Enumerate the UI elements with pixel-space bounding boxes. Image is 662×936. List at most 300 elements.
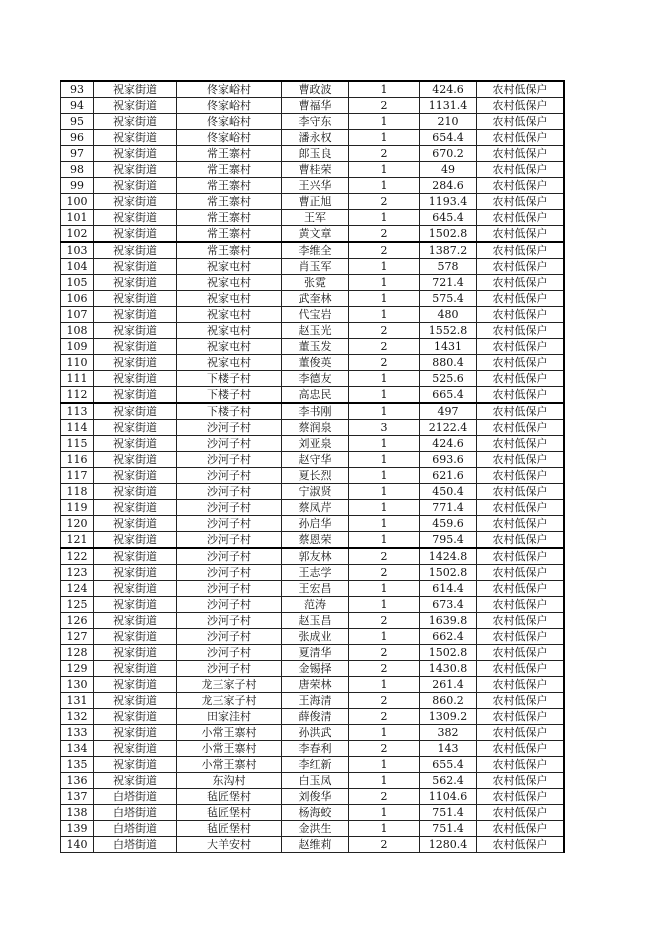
amount-cell: 693.6 — [420, 452, 477, 468]
amount-cell: 1502.8 — [420, 645, 477, 661]
table-row — [61, 709, 565, 725]
name-cell: 李守东 — [282, 114, 349, 130]
amount-cell: 673.4 — [420, 597, 477, 613]
table-row — [61, 516, 565, 532]
name-cell: 曹政波 — [282, 81, 349, 98]
village-cell: 毡匠堡村 — [177, 789, 282, 805]
village-cell: 毡匠堡村 — [177, 805, 282, 821]
household-size-cell: 2 — [349, 323, 420, 339]
name-cell: 曹福华 — [282, 98, 349, 114]
row-number-cell: 125 — [61, 597, 94, 613]
subdistrict-cell: 祝家街道 — [94, 725, 177, 741]
subdistrict-cell: 祝家街道 — [94, 597, 177, 613]
household-size-cell: 1 — [349, 484, 420, 500]
subdistrict-cell: 祝家街道 — [94, 581, 177, 597]
table-row — [61, 757, 565, 773]
amount-cell: 751.4 — [420, 821, 477, 837]
household-size-cell: 1 — [349, 500, 420, 516]
row-number-cell: 103 — [61, 242, 94, 259]
name-cell: 潘永权 — [282, 130, 349, 146]
name-cell: 杨海蛟 — [282, 805, 349, 821]
amount-cell: 721.4 — [420, 275, 477, 291]
amount-cell: 1502.8 — [420, 565, 477, 581]
category-cell: 农村低保户 — [477, 403, 565, 420]
row-number-cell: 126 — [61, 613, 94, 629]
row-number-cell: 123 — [61, 565, 94, 581]
subdistrict-cell: 祝家街道 — [94, 661, 177, 677]
row-number-cell: 111 — [61, 371, 94, 387]
name-cell: 王兴华 — [282, 178, 349, 194]
category-cell: 农村低保户 — [477, 805, 565, 821]
subdistrict-cell: 祝家街道 — [94, 339, 177, 355]
village-cell: 常王寨村 — [177, 194, 282, 210]
subdistrict-cell: 白塔街道 — [94, 821, 177, 837]
household-size-cell: 2 — [349, 565, 420, 581]
village-cell: 祝家屯村 — [177, 275, 282, 291]
table-row — [61, 275, 565, 291]
category-cell: 农村低保户 — [477, 757, 565, 773]
name-cell: 范涛 — [282, 597, 349, 613]
category-cell: 农村低保户 — [477, 452, 565, 468]
name-cell: 郎玉良 — [282, 146, 349, 162]
row-number-cell: 131 — [61, 693, 94, 709]
category-cell: 农村低保户 — [477, 194, 565, 210]
village-cell: 佟家峪村 — [177, 98, 282, 114]
row-number-cell: 138 — [61, 805, 94, 821]
amount-cell: 284.6 — [420, 178, 477, 194]
household-size-cell: 1 — [349, 275, 420, 291]
village-cell: 祝家屯村 — [177, 291, 282, 307]
category-cell: 农村低保户 — [477, 565, 565, 581]
row-number-cell: 101 — [61, 210, 94, 226]
name-cell: 蔡恩荣 — [282, 532, 349, 549]
category-cell: 农村低保户 — [477, 387, 565, 404]
subdistrict-cell: 祝家街道 — [94, 355, 177, 371]
row-number-cell: 116 — [61, 452, 94, 468]
name-cell: 代宝岩 — [282, 307, 349, 323]
name-cell: 薛俊清 — [282, 709, 349, 725]
amount-cell: 665.4 — [420, 387, 477, 404]
category-cell: 农村低保户 — [477, 468, 565, 484]
table-row — [61, 242, 565, 259]
category-cell: 农村低保户 — [477, 226, 565, 243]
village-cell: 常王寨村 — [177, 146, 282, 162]
category-cell: 农村低保户 — [477, 645, 565, 661]
village-cell: 小常王寨村 — [177, 741, 282, 757]
table-row — [61, 226, 565, 243]
row-number-cell: 128 — [61, 645, 94, 661]
amount-cell: 562.4 — [420, 773, 477, 789]
category-cell: 农村低保户 — [477, 693, 565, 709]
subdistrict-cell: 白塔街道 — [94, 789, 177, 805]
row-number-cell: 108 — [61, 323, 94, 339]
household-size-cell: 1 — [349, 468, 420, 484]
table-row — [61, 773, 565, 789]
table-row — [61, 500, 565, 516]
table-row — [61, 130, 565, 146]
table-row — [61, 355, 565, 371]
row-number-cell: 98 — [61, 162, 94, 178]
subdistrict-cell: 祝家街道 — [94, 242, 177, 259]
household-size-cell: 1 — [349, 629, 420, 645]
subdistrict-cell: 祝家街道 — [94, 371, 177, 387]
subdistrict-cell: 祝家街道 — [94, 500, 177, 516]
household-size-cell: 1 — [349, 307, 420, 323]
household-size-cell: 2 — [349, 709, 420, 725]
name-cell: 刘亚泉 — [282, 436, 349, 452]
amount-cell: 614.4 — [420, 581, 477, 597]
household-size-cell: 2 — [349, 837, 420, 853]
household-size-cell: 1 — [349, 581, 420, 597]
village-cell: 沙河子村 — [177, 661, 282, 677]
household-size-cell: 1 — [349, 516, 420, 532]
amount-cell: 621.6 — [420, 468, 477, 484]
village-cell: 沙河子村 — [177, 645, 282, 661]
household-size-cell: 1 — [349, 210, 420, 226]
household-size-cell: 1 — [349, 725, 420, 741]
row-number-cell: 114 — [61, 420, 94, 436]
table-row — [61, 645, 565, 661]
subdistrict-cell: 祝家街道 — [94, 516, 177, 532]
name-cell: 张成业 — [282, 629, 349, 645]
name-cell: 金洪生 — [282, 821, 349, 837]
subdistrict-cell: 祝家街道 — [94, 548, 177, 565]
village-cell: 沙河子村 — [177, 532, 282, 549]
household-size-cell: 1 — [349, 114, 420, 130]
amount-cell: 662.4 — [420, 629, 477, 645]
row-number-cell: 110 — [61, 355, 94, 371]
name-cell: 夏长烈 — [282, 468, 349, 484]
amount-cell: 459.6 — [420, 516, 477, 532]
subdistrict-cell: 祝家街道 — [94, 645, 177, 661]
amount-cell: 655.4 — [420, 757, 477, 773]
amount-cell: 751.4 — [420, 805, 477, 821]
category-cell: 农村低保户 — [477, 709, 565, 725]
row-number-cell: 100 — [61, 194, 94, 210]
household-size-cell: 2 — [349, 242, 420, 259]
table-row — [61, 741, 565, 757]
village-cell: 常王寨村 — [177, 242, 282, 259]
table-row — [61, 210, 565, 226]
village-cell: 大羊安村 — [177, 837, 282, 853]
table-row — [61, 789, 565, 805]
village-cell: 龙三家子村 — [177, 677, 282, 693]
amount-cell: 2122.4 — [420, 420, 477, 436]
row-number-cell: 117 — [61, 468, 94, 484]
table-row — [61, 629, 565, 645]
village-cell: 常王寨村 — [177, 162, 282, 178]
household-size-cell: 1 — [349, 773, 420, 789]
name-cell: 黄文章 — [282, 226, 349, 243]
household-size-cell: 2 — [349, 98, 420, 114]
subdistrict-cell: 祝家街道 — [94, 403, 177, 420]
table-row — [61, 452, 565, 468]
household-size-cell: 1 — [349, 371, 420, 387]
village-cell: 沙河子村 — [177, 613, 282, 629]
amount-cell: 49 — [420, 162, 477, 178]
table-row — [61, 805, 565, 821]
amount-cell: 1280.4 — [420, 837, 477, 853]
subdistrict-cell: 白塔街道 — [94, 805, 177, 821]
household-size-cell: 3 — [349, 420, 420, 436]
village-cell: 小常王寨村 — [177, 757, 282, 773]
subdistrict-cell: 祝家街道 — [94, 226, 177, 243]
category-cell: 农村低保户 — [477, 81, 565, 98]
table-body — [61, 81, 565, 853]
amount-cell: 1552.8 — [420, 323, 477, 339]
name-cell: 王军 — [282, 210, 349, 226]
amount-cell: 480 — [420, 307, 477, 323]
table-row — [61, 661, 565, 677]
category-cell: 农村低保户 — [477, 677, 565, 693]
table-row — [61, 259, 565, 275]
name-cell: 刘俊华 — [282, 789, 349, 805]
table-row — [61, 146, 565, 162]
village-cell: 沙河子村 — [177, 548, 282, 565]
row-number-cell: 106 — [61, 291, 94, 307]
name-cell: 李春利 — [282, 741, 349, 757]
amount-cell: 645.4 — [420, 210, 477, 226]
category-cell: 农村低保户 — [477, 275, 565, 291]
category-cell: 农村低保户 — [477, 548, 565, 565]
category-cell: 农村低保户 — [477, 178, 565, 194]
village-cell: 沙河子村 — [177, 516, 282, 532]
category-cell: 农村低保户 — [477, 821, 565, 837]
row-number-cell: 135 — [61, 757, 94, 773]
table-row — [61, 387, 565, 404]
subdistrict-cell: 祝家街道 — [94, 709, 177, 725]
category-cell: 农村低保户 — [477, 291, 565, 307]
category-cell: 农村低保户 — [477, 242, 565, 259]
amount-cell: 1387.2 — [420, 242, 477, 259]
amount-cell: 1424.8 — [420, 548, 477, 565]
table-row — [61, 693, 565, 709]
village-cell: 东沟村 — [177, 773, 282, 789]
household-size-cell: 2 — [349, 339, 420, 355]
category-cell: 农村低保户 — [477, 613, 565, 629]
amount-cell: 424.6 — [420, 436, 477, 452]
category-cell: 农村低保户 — [477, 114, 565, 130]
table-row — [61, 194, 565, 210]
row-number-cell: 121 — [61, 532, 94, 549]
name-cell: 张霓 — [282, 275, 349, 291]
table-row — [61, 339, 565, 355]
village-cell: 沙河子村 — [177, 581, 282, 597]
row-number-cell: 115 — [61, 436, 94, 452]
household-size-cell: 2 — [349, 226, 420, 243]
household-size-cell: 1 — [349, 677, 420, 693]
name-cell: 肖玉军 — [282, 259, 349, 275]
table-row — [61, 565, 565, 581]
category-cell: 农村低保户 — [477, 597, 565, 613]
name-cell: 蔡凤芹 — [282, 500, 349, 516]
subdistrict-cell: 祝家街道 — [94, 98, 177, 114]
table-row — [61, 468, 565, 484]
row-number-cell: 129 — [61, 661, 94, 677]
subdistrict-cell: 祝家街道 — [94, 291, 177, 307]
name-cell: 孙洪武 — [282, 725, 349, 741]
amount-cell: 880.4 — [420, 355, 477, 371]
amount-cell: 424.6 — [420, 81, 477, 98]
subdistrict-cell: 祝家街道 — [94, 613, 177, 629]
village-cell: 沙河子村 — [177, 597, 282, 613]
subdistrict-cell: 祝家街道 — [94, 773, 177, 789]
category-cell: 农村低保户 — [477, 532, 565, 549]
category-cell: 农村低保户 — [477, 773, 565, 789]
village-cell: 沙河子村 — [177, 452, 282, 468]
amount-cell: 1430.8 — [420, 661, 477, 677]
row-number-cell: 107 — [61, 307, 94, 323]
name-cell: 曹桂荣 — [282, 162, 349, 178]
category-cell: 农村低保户 — [477, 581, 565, 597]
subdistrict-cell: 祝家街道 — [94, 532, 177, 549]
household-size-cell: 1 — [349, 757, 420, 773]
amount-cell: 860.2 — [420, 693, 477, 709]
amount-cell: 575.4 — [420, 291, 477, 307]
name-cell: 宁淑贤 — [282, 484, 349, 500]
name-cell: 李德友 — [282, 371, 349, 387]
table-row — [61, 837, 565, 853]
row-number-cell: 93 — [61, 81, 94, 98]
household-size-cell: 2 — [349, 741, 420, 757]
amount-cell: 210 — [420, 114, 477, 130]
name-cell: 白玉凤 — [282, 773, 349, 789]
subdistrict-cell: 祝家街道 — [94, 436, 177, 452]
name-cell: 郭友林 — [282, 548, 349, 565]
subdistrict-cell: 祝家街道 — [94, 693, 177, 709]
row-number-cell: 97 — [61, 146, 94, 162]
subdistrict-cell: 祝家街道 — [94, 146, 177, 162]
row-number-cell: 95 — [61, 114, 94, 130]
table-row — [61, 532, 565, 549]
subdistrict-cell: 祝家街道 — [94, 210, 177, 226]
category-cell: 农村低保户 — [477, 629, 565, 645]
village-cell: 沙河子村 — [177, 436, 282, 452]
name-cell: 李书刚 — [282, 403, 349, 420]
name-cell: 唐荣林 — [282, 677, 349, 693]
table-row — [61, 403, 565, 420]
table-row — [61, 98, 565, 114]
table-row — [61, 323, 565, 339]
amount-cell: 1104.6 — [420, 789, 477, 805]
household-size-cell: 1 — [349, 597, 420, 613]
row-number-cell: 127 — [61, 629, 94, 645]
category-cell: 农村低保户 — [477, 323, 565, 339]
category-cell: 农村低保户 — [477, 725, 565, 741]
village-cell: 佟家峪村 — [177, 114, 282, 130]
village-cell: 祝家屯村 — [177, 339, 282, 355]
table-row — [61, 162, 565, 178]
table-row — [61, 291, 565, 307]
category-cell: 农村低保户 — [477, 661, 565, 677]
amount-cell: 261.4 — [420, 677, 477, 693]
amount-cell: 578 — [420, 259, 477, 275]
category-cell: 农村低保户 — [477, 146, 565, 162]
subdistrict-cell: 祝家街道 — [94, 484, 177, 500]
household-size-cell: 1 — [349, 805, 420, 821]
amount-cell: 497 — [420, 403, 477, 420]
village-cell: 佟家峪村 — [177, 130, 282, 146]
household-size-cell: 1 — [349, 81, 420, 98]
household-size-cell: 1 — [349, 259, 420, 275]
amount-cell: 525.6 — [420, 371, 477, 387]
row-number-cell: 136 — [61, 773, 94, 789]
name-cell: 李红新 — [282, 757, 349, 773]
subdistrict-cell: 祝家街道 — [94, 452, 177, 468]
subdistrict-cell: 祝家街道 — [94, 178, 177, 194]
name-cell: 赵玉昌 — [282, 613, 349, 629]
village-cell: 沙河子村 — [177, 468, 282, 484]
category-cell: 农村低保户 — [477, 162, 565, 178]
amount-cell: 450.4 — [420, 484, 477, 500]
category-cell: 农村低保户 — [477, 837, 565, 853]
subdistrict-cell: 祝家街道 — [94, 130, 177, 146]
household-size-cell: 2 — [349, 693, 420, 709]
subdistrict-cell: 祝家街道 — [94, 741, 177, 757]
row-number-cell: 122 — [61, 548, 94, 565]
amount-cell: 1431 — [420, 339, 477, 355]
category-cell: 农村低保户 — [477, 259, 565, 275]
row-number-cell: 96 — [61, 130, 94, 146]
household-size-cell: 1 — [349, 532, 420, 549]
village-cell: 下楼子村 — [177, 387, 282, 404]
row-number-cell: 132 — [61, 709, 94, 725]
row-number-cell: 105 — [61, 275, 94, 291]
amount-cell: 1309.2 — [420, 709, 477, 725]
name-cell: 孙启华 — [282, 516, 349, 532]
category-cell: 农村低保户 — [477, 371, 565, 387]
household-size-cell: 1 — [349, 291, 420, 307]
household-size-cell: 1 — [349, 436, 420, 452]
name-cell: 金锡择 — [282, 661, 349, 677]
household-size-cell: 2 — [349, 661, 420, 677]
village-cell: 祝家屯村 — [177, 307, 282, 323]
row-number-cell: 94 — [61, 98, 94, 114]
village-cell: 沙河子村 — [177, 565, 282, 581]
row-number-cell: 118 — [61, 484, 94, 500]
row-number-cell: 130 — [61, 677, 94, 693]
amount-cell: 654.4 — [420, 130, 477, 146]
category-cell: 农村低保户 — [477, 98, 565, 114]
category-cell: 农村低保户 — [477, 436, 565, 452]
name-cell: 赵玉光 — [282, 323, 349, 339]
village-cell: 佟家峪村 — [177, 81, 282, 98]
name-cell: 赵维莉 — [282, 837, 349, 853]
row-number-cell: 99 — [61, 178, 94, 194]
household-size-cell: 1 — [349, 821, 420, 837]
village-cell: 沙河子村 — [177, 629, 282, 645]
household-size-cell: 2 — [349, 146, 420, 162]
village-cell: 祝家屯村 — [177, 355, 282, 371]
subdistrict-cell: 祝家街道 — [94, 307, 177, 323]
amount-cell: 143 — [420, 741, 477, 757]
subdistrict-cell: 祝家街道 — [94, 323, 177, 339]
row-number-cell: 120 — [61, 516, 94, 532]
subdistrict-cell: 祝家街道 — [94, 114, 177, 130]
subdistrict-cell: 祝家街道 — [94, 565, 177, 581]
subdistrict-cell: 祝家街道 — [94, 259, 177, 275]
row-number-cell: 119 — [61, 500, 94, 516]
table-row — [61, 81, 565, 98]
table-row — [61, 307, 565, 323]
table-row — [61, 484, 565, 500]
row-number-cell: 124 — [61, 581, 94, 597]
name-cell: 曹正旭 — [282, 194, 349, 210]
table-row — [61, 548, 565, 565]
household-size-cell: 2 — [349, 645, 420, 661]
village-cell: 沙河子村 — [177, 500, 282, 516]
amount-cell: 1639.8 — [420, 613, 477, 629]
